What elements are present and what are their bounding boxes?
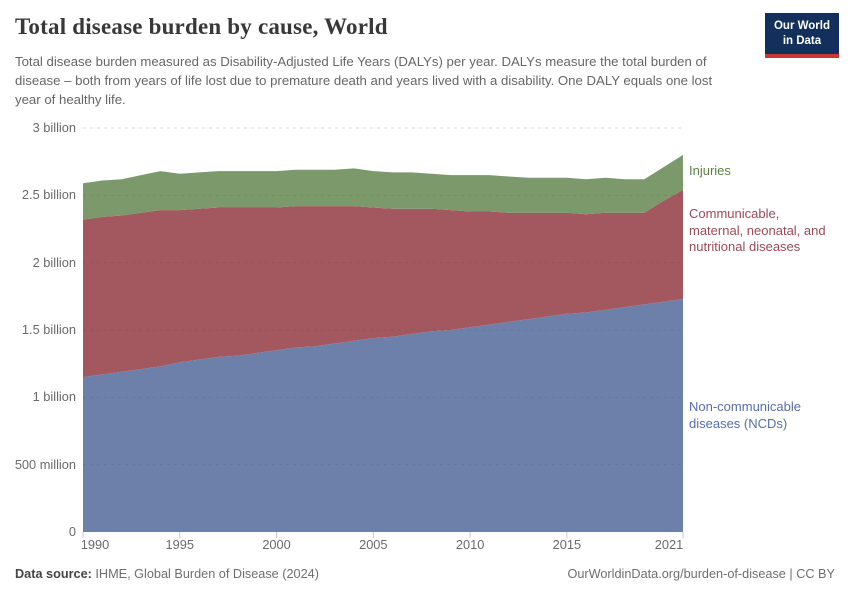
y-axis-tick-label: 1 billion [32,389,76,405]
credit-link[interactable]: OurWorldinData.org/burden-of-disease | CC BY [567,567,835,581]
data-source-value: IHME, Global Burden of Disease (2024) [95,567,319,581]
x-axis-tick-label: 1990 [80,537,110,552]
page-title: Total disease burden by cause, World [15,14,388,39]
y-axis-tick-label: 3 billion [32,120,76,135]
chart-subtitle: Total disease burden measured as Disability-Adjusted Life Years (DALYs) per year. DALYs measure the total burden of disease – both from years of life lost due to premature death and years lived with a disability. One DALY equals one lost year of healthy life. [15,54,713,107]
legend-label-injuries: Injuries [689,163,731,178]
data-source-label: Data source: [15,567,92,581]
owid-logo-line2: in Data [782,34,822,47]
legend-label-ncd: Non-communicable diseases (NCDs) [689,399,801,431]
owid-logo-line1: Our World [773,20,830,32]
x-axis-tick-label: 2005 [359,537,388,552]
data-source [15,567,319,581]
x-axis-tick-label: 1995 [165,537,194,552]
x-axis-tick-label: 2015 [552,537,582,552]
chart-footer [15,567,835,581]
y-axis-tick-label: 0 [68,524,76,539]
y-axis-tick-label: 2.5 billion [21,187,76,203]
legend-label-communicable: Communicable, maternal, neonatal, and nutritional diseases [689,206,826,254]
x-axis-tick-label: 2010 [455,537,485,552]
x-axis-tick-label: 2000 [262,537,291,552]
y-axis-tick-label: 2 billion [32,254,76,270]
y-axis-tick-label: 1.5 billion [21,322,76,337]
x-axis-tick-label: 2021 [654,537,684,552]
y-axis-tick-label: 500 million [14,456,76,472]
